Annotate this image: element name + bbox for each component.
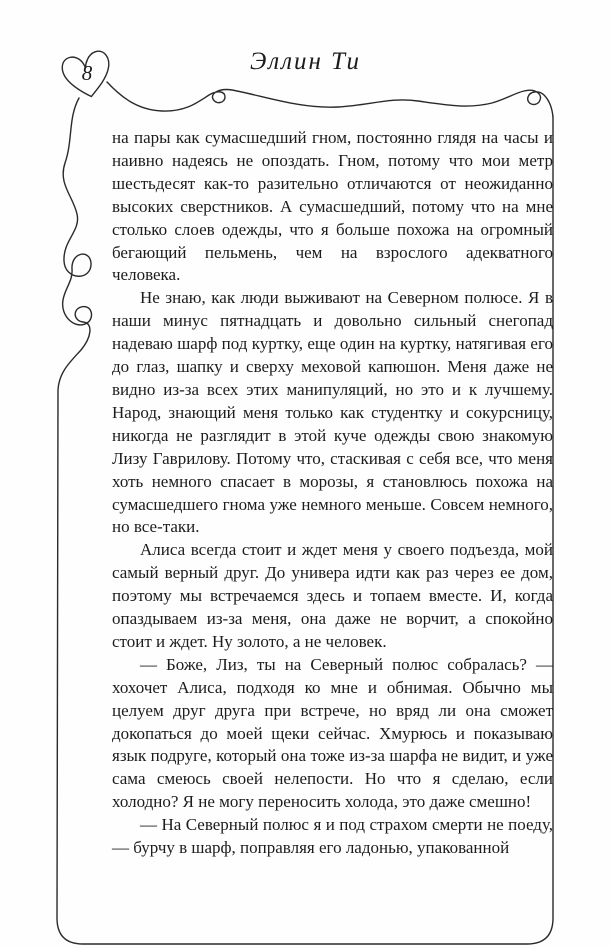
paragraph: — На Северный полюс я и под страхом смерти не поеду, — бурчу в шарф, поправляя его ладонью, упакованной bbox=[112, 815, 553, 858]
paragraph: — Боже, Лиз, ты на Северный полюс собралась? — хохочет Алиса, подходя ко мне и обнимая. Обычно мы целуем друг друга при встрече, но вряд ли она сможет докопаться до моей щеки сейчас. Хмурюсь и показываю язык подруге, который она тоже из-за шарфа не видит, и уже сама смеюсь своей нелепости. Но что я сделаю, если холодно? Я не могу переносить холода, это даже смешно! bbox=[112, 654, 553, 812]
page-number: 8 bbox=[81, 61, 93, 85]
text-block bbox=[112, 127, 553, 860]
paragraph: Не знаю, как люди выживают на Северном полюсе. Я в наши минус пятнадцать и довольно сильный снегопад надеваю шарф под куртку, еще один на куртку, натягивая его до глаз, шапку и сверху меховой капюшон. Меня даже не видно из-за всех этих манипуляций, но это и к лучшему. Народ, знающий меня только как студентку и сокурсницу, никогда не разглядит в этой куче одежды свою знакомую Лизу Гаврилову. Потому что, стаскивая с себя все, что меня хоть немного спасает в морозы, я становлюсь похожа на сумасшедшего гнома уже немного меньше. Совсем немного, но все-таки. bbox=[112, 288, 553, 537]
paragraph: на пары как сумасшедший гном, постоянно глядя на часы и наивно надеясь не опоздать. Гном, потому что мои метр шестьдесят как-то разительно отличаются от неожиданно высоких сверстников. А сумасшедший, потому что на мне столько слоев одежды, что я больше похожа на огромный бегающий пельмень, чем на взрослого адекватного человека. bbox=[112, 128, 553, 285]
top-flourish-line bbox=[107, 82, 553, 117]
paragraph: Алиса всегда стоит и ждет меня у своего подъезда, мой самый верный друг. До универа идти как раз через ее дом, поэтому мы встречаемся здесь и топаем вместе. И, когда опаздываем из-за меня, она даже не ворчит, а спокойно стоит и ждет. Ну золото, а не человек. bbox=[112, 540, 553, 651]
author-name: Эллин Ти bbox=[250, 48, 361, 75]
